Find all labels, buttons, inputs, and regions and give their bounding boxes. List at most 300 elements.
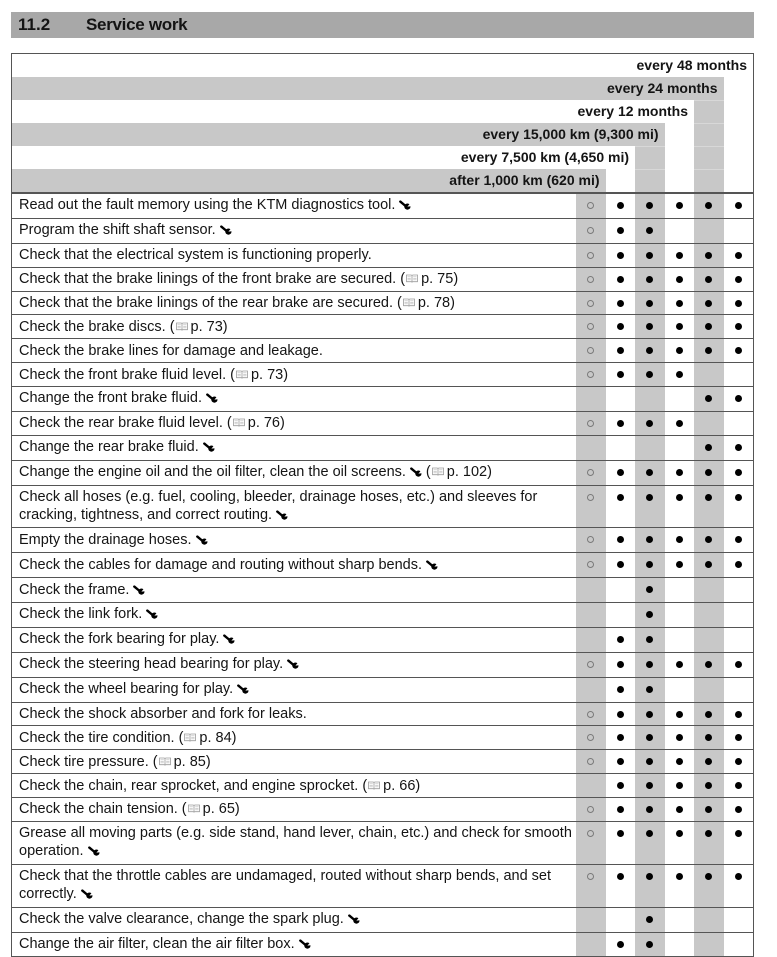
interval-cell [665,339,695,362]
interval-cell [724,553,754,577]
interval-cell [635,219,665,243]
interval-cell [576,603,606,627]
interval-cell [665,578,695,602]
mark-required [705,782,712,789]
mark-none [705,227,712,234]
mark-required [705,758,712,765]
interval-cell [606,703,636,726]
page-reference [170,319,228,335]
interval-cell [606,219,636,243]
wrench-icon [426,557,438,575]
mark-none [705,420,712,427]
interval-cell [576,653,606,677]
mark-none [705,611,712,618]
mark-none [646,395,653,402]
mark-required [705,276,712,283]
task-description [12,219,576,243]
wrench-icon [276,507,288,525]
wrench-icon [146,606,158,624]
task-row [12,339,753,363]
mark-none [676,227,683,234]
mark-required [617,941,624,948]
task-description [12,678,576,702]
interval-cell [635,486,665,528]
interval-header [12,54,753,194]
task-text: Read out the fault memory using the KTM diagnostics tool. [19,197,396,214]
mark-required [676,830,683,837]
interval-cell [606,678,636,702]
mark-required [676,420,683,427]
interval-cell [635,865,665,907]
interval-cell [606,822,636,864]
interval-band [694,169,724,192]
interval-cell [576,628,606,652]
reference-open: ( [230,366,235,383]
task-description [12,750,576,773]
interval-cell [665,553,695,577]
wrench-icon [196,532,208,550]
task-text: Check that the brake linings of the front brake are secured. [19,271,397,288]
task-text: Check that the brake linings of the rear brake are secured. [19,294,393,311]
task-description [12,387,576,411]
mark-required [735,830,742,837]
mark-none [705,636,712,643]
mark-required [646,202,653,209]
mark-required [617,686,624,693]
interval-cell [665,628,695,652]
reference-close: ) [234,801,240,818]
mark-required [676,782,683,789]
reference-page: p. 76 [247,415,280,432]
mark-required [705,830,712,837]
reference-page: p. 75 [421,271,454,288]
task-text: Change the air filter, clean the air filter box. [19,935,295,952]
interval-cell [724,363,754,386]
mark-optional [587,661,594,668]
mark-none [676,395,683,402]
task-description [12,865,576,907]
task-text: Change the rear brake fluid. [19,439,199,456]
mark-optional [587,323,594,330]
mark-required [646,782,653,789]
task-row [12,412,753,436]
interval-cell [724,194,754,218]
mark-none [587,916,594,923]
mark-required [646,371,653,378]
task-description [12,703,576,726]
mark-required [705,536,712,543]
book-icon [236,366,248,384]
mark-none [676,636,683,643]
task-row [12,908,753,933]
mark-optional [587,758,594,765]
interval-label: every 24 months [12,77,724,100]
mark-none [617,395,624,402]
mark-none [676,941,683,948]
mark-required [646,734,653,741]
interval-band [724,169,754,192]
task-text: Change the front brake fluid. [19,390,202,407]
mark-required [676,873,683,880]
reference-page: p. 78 [417,294,451,311]
reference-page: p. 84 [199,729,232,746]
interval-cell [665,865,695,907]
reference-page: p. 65 [202,801,235,818]
interval-cell [635,653,665,677]
interval-cell [724,750,754,773]
interval-cell [665,268,695,291]
interval-cell [694,774,724,797]
reference-open: ( [152,753,158,770]
interval-cell [694,244,724,267]
interval-cell [635,822,665,864]
interval-cell [576,387,606,411]
interval-cell [665,908,695,932]
mark-required [676,711,683,718]
task-row [12,933,753,957]
interval-cell [724,461,754,485]
mark-required [735,323,742,330]
interval-cell [665,726,695,749]
mark-required [705,347,712,354]
interval-cell [694,461,724,485]
interval-cell [606,436,636,460]
interval-cell [576,363,606,386]
interval-cell [606,553,636,577]
mark-required [646,227,653,234]
mark-none [735,916,742,923]
interval-cell [635,244,665,267]
task-description [12,244,576,267]
interval-cell [635,774,665,797]
mark-required [676,661,683,668]
section-header [11,12,754,38]
interval-label: every 12 months [577,103,688,119]
mark-required [617,347,624,354]
mark-required [617,636,624,643]
task-text: Check the steering head bearing for play. [19,656,284,673]
task-row [12,461,753,486]
interval-cell [576,461,606,485]
interval-cell [606,292,636,315]
mark-required [676,536,683,543]
interval-cell [606,315,636,338]
interval-cell [724,387,754,411]
mark-none [587,686,594,693]
mark-required [646,420,653,427]
interval-cell [724,726,754,749]
mark-optional [587,202,594,209]
reference-close: ) [231,729,237,746]
interval-cell [635,603,665,627]
task-text: Program the shift shaft sensor. [19,222,216,239]
reference-page: p. 85 [173,753,206,770]
interval-label: every 7,500 km (4,650 mi) [460,149,629,165]
book-icon [176,318,188,336]
interval-cell [724,436,754,460]
interval-cell [724,244,754,267]
interval-cell [606,244,636,267]
task-row [12,387,753,412]
wrench-icon [88,843,100,861]
wrench-icon [287,656,299,674]
interval-cell [724,603,754,627]
interval-cell [665,244,695,267]
mark-none [587,941,594,948]
interval-cell [576,703,606,726]
mark-required [617,202,624,209]
interval-cell [606,578,636,602]
mark-none [676,586,683,593]
task-text: Check that the throttle cables are undamaged, routed without sharp bends, and set correctly. [19,868,552,903]
mark-optional [587,300,594,307]
mark-none [735,686,742,693]
interval-cell [665,678,695,702]
interval-cell [665,387,695,411]
interval-cell [576,822,606,864]
interval-band [724,123,754,146]
interval-cell [606,486,636,528]
interval-cell [724,339,754,362]
task-row [12,678,753,703]
task-row [12,578,753,603]
mark-required [735,444,742,451]
mark-none [676,444,683,451]
mark-required [617,873,624,880]
task-description [12,461,576,485]
mark-required [735,661,742,668]
mark-none [617,586,624,593]
interval-cell [576,244,606,267]
interval-cell [665,603,695,627]
reference-close: ) [205,753,211,770]
reference-open: ( [396,294,402,311]
reference-open: ( [226,415,232,432]
mark-required [617,494,624,501]
mark-required [705,494,712,501]
interval-cell [665,412,695,435]
interval-cell [694,363,724,386]
page-reference [179,730,237,746]
mark-required [676,371,683,378]
mark-required [735,711,742,718]
task-text: Check the valve clearance, change the spark plug. [19,911,344,928]
mark-required [735,202,742,209]
task-text: Check the tire condition. [19,729,175,746]
mark-none [617,444,624,451]
mark-optional [587,276,594,283]
task-description [12,798,576,821]
mark-none [735,227,742,234]
interval-cell [606,528,636,552]
interval-cell [724,933,754,957]
mark-none [735,611,742,618]
page-reference [182,801,240,817]
interval-cell [724,798,754,821]
interval-cell [694,387,724,411]
mark-required [646,323,653,330]
interval-cell [576,933,606,957]
task-description [12,339,576,362]
interval-cell [694,268,724,291]
interval-cell [576,798,606,821]
reference-close: ) [453,271,459,288]
reference-close: ) [280,415,285,432]
mark-optional [587,536,594,543]
interval-cell [665,703,695,726]
interval-cell [635,528,665,552]
interval-cell [606,750,636,773]
interval-cell [665,822,695,864]
interval-cell [606,339,636,362]
interval-cell [694,194,724,218]
mark-required [735,536,742,543]
interval-cell [635,436,665,460]
mark-required [676,202,683,209]
task-text: Check the link fork. [19,606,143,623]
interval-cell [694,933,724,957]
task-row [12,603,753,628]
task-row [12,436,753,461]
mark-required [705,661,712,668]
task-text: Check the brake lines for damage and leakage. [19,342,323,359]
mark-none [587,611,594,618]
mark-required [646,873,653,880]
interval-cell [694,865,724,907]
mark-optional [587,711,594,718]
mark-optional [587,734,594,741]
mark-none [676,611,683,618]
mark-required [735,782,742,789]
mark-none [705,586,712,593]
reference-open: ( [362,777,368,794]
task-row [12,703,753,727]
mark-none [735,420,742,427]
interval-band [606,169,636,192]
interval-cell [694,553,724,577]
mark-optional [587,806,594,813]
mark-none [705,686,712,693]
mark-none [617,611,624,618]
interval-cell [694,726,724,749]
task-row [12,653,753,678]
interval-cell [665,194,695,218]
mark-required [646,611,653,618]
mark-required [705,202,712,209]
mark-none [735,586,742,593]
interval-cell [665,774,695,797]
mark-required [646,711,653,718]
interval-cell [576,865,606,907]
book-icon [184,729,196,747]
interval-band [724,77,754,100]
task-row [12,363,753,387]
interval-cell [635,703,665,726]
interval-band [694,146,724,169]
interval-cell [576,678,606,702]
mark-required [735,469,742,476]
interval-cell [694,292,724,315]
mark-required [735,252,742,259]
interval-cell [724,268,754,291]
interval-cell [606,798,636,821]
page-reference [400,271,458,287]
mark-required [617,469,624,476]
book-icon [403,294,415,312]
interval-cell [576,436,606,460]
interval-label: every 48 months [636,57,747,73]
wrench-icon [348,911,360,929]
interval-cell [606,461,636,485]
mark-required [735,494,742,501]
mark-required [705,734,712,741]
interval-cell [635,194,665,218]
task-row [12,750,753,774]
reference-open: ( [178,729,184,746]
page-reference [397,295,455,311]
interval-cell [576,486,606,528]
mark-required [646,536,653,543]
interval-cell [635,726,665,749]
mark-required [676,734,683,741]
interval-cell [606,865,636,907]
interval-cell [635,750,665,773]
task-row [12,315,753,339]
mark-required [646,561,653,568]
mark-required [617,830,624,837]
interval-cell [665,461,695,485]
interval-label: after 1,000 km (620 mi) [12,169,606,192]
wrench-icon [399,197,411,215]
mark-required [646,636,653,643]
interval-cell [576,726,606,749]
mark-required [735,806,742,813]
mark-required [705,323,712,330]
interval-cell [694,628,724,652]
interval-cell [665,219,695,243]
interval-cell [635,908,665,932]
interval-cell [694,798,724,821]
interval-cell [665,933,695,957]
interval-cell [665,750,695,773]
interval-cell [694,703,724,726]
mark-none [587,395,594,402]
mark-required [676,276,683,283]
mark-optional [587,347,594,354]
mark-none [676,686,683,693]
interval-cell [606,908,636,932]
mark-required [617,276,624,283]
task-description [12,774,576,797]
interval-cell [724,774,754,797]
task-description [12,553,576,577]
task-text: Check the rear brake fluid level. [19,415,223,432]
interval-cell [694,578,724,602]
task-description [12,292,576,315]
task-text: Check all hoses (e.g. fuel, cooling, bleeder, drainage hoses, etc.) and sleeves for cracking, tightness, and correct routing. [19,488,538,523]
page-reference [153,754,211,770]
interval-cell [724,578,754,602]
mark-required [646,686,653,693]
task-text: Check the chain, rear sprocket, and engine sprocket. [19,777,359,794]
interval-cell [635,628,665,652]
mark-optional [587,561,594,568]
reference-close: ) [283,366,289,383]
mark-required [705,395,712,402]
interval-cell [724,822,754,864]
mark-required [617,371,624,378]
interval-cell [694,528,724,552]
